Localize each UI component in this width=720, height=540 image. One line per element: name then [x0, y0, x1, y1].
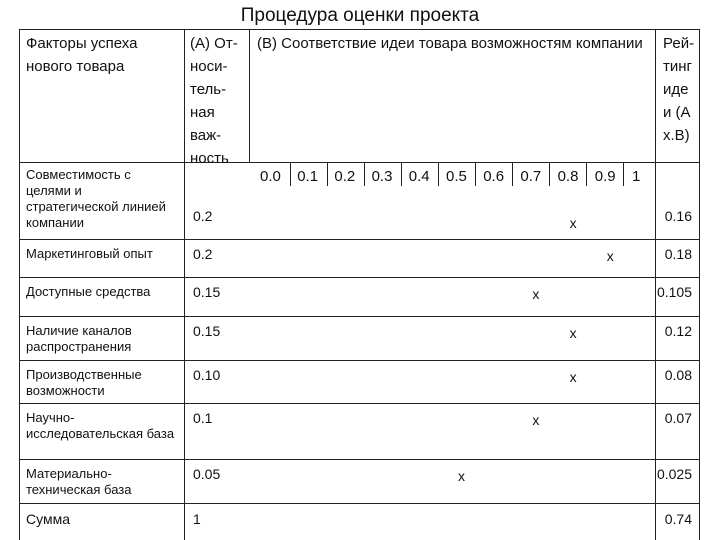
- factor-name: Совместимость с целями и стратегической линией компании: [26, 167, 166, 230]
- fit-mark: x: [532, 286, 540, 302]
- factor-name: Наличие каналов распространения: [26, 323, 132, 354]
- rating-value: 0.07: [664, 410, 692, 426]
- header-fit: (B) Соответствие идеи товара возможностям компании: [257, 35, 643, 52]
- fit-mark: x: [569, 325, 577, 341]
- importance-value: 0.15: [193, 284, 221, 300]
- fit-mark: x: [532, 412, 540, 428]
- header-rating: Рей-тинг иде и (А х.В): [663, 35, 695, 144]
- rating-value: 0.025: [656, 466, 692, 482]
- scale-tick-label: 0.7: [520, 168, 542, 185]
- scale-tick-label: 0.4: [408, 168, 430, 185]
- rating-value: 0.12: [664, 323, 692, 339]
- importance-value: 0.15: [193, 323, 221, 339]
- header-factors: Факторы успеха нового товара: [26, 35, 138, 75]
- importance-value: 0.1: [193, 410, 213, 426]
- rating-value: 0.18: [664, 246, 692, 262]
- rating-value: 0.08: [664, 367, 692, 383]
- importance-value: 0.2: [193, 246, 213, 262]
- factor-name: Доступные средства: [26, 284, 151, 299]
- scale-tick-label: 0.9: [594, 168, 616, 185]
- importance-value: 0.10: [193, 367, 221, 383]
- header-importance: (A) От-носи-тель-ная важ-ность: [190, 35, 238, 167]
- scale-tick-label: 0.6: [483, 168, 505, 185]
- scale-tick-label: 0.5: [446, 168, 467, 185]
- fit-mark: x: [606, 248, 614, 264]
- scale-tick-label: 1: [632, 168, 641, 185]
- scale-tick-label: 0.1: [297, 168, 319, 185]
- importance-value: 0.2: [193, 208, 213, 224]
- total-importance: 1: [193, 511, 201, 527]
- factor-name: Маркетинговый опыт: [26, 246, 153, 261]
- fit-mark: x: [569, 369, 577, 385]
- page-title: Процедура оценки проекта: [240, 5, 480, 26]
- rating-value: 0.105: [656, 284, 692, 300]
- total-label: Сумма: [26, 511, 70, 527]
- factor-name: Материально-техническая база: [26, 466, 132, 497]
- scale-tick-label: 0.0: [260, 168, 281, 185]
- importance-value: 0.05: [193, 466, 221, 482]
- factor-name: Производственные возможности: [26, 367, 142, 398]
- scale-tick-label: 0.3: [371, 168, 393, 185]
- scale-tick-label: 0.2: [334, 168, 356, 185]
- fit-mark: x: [569, 215, 577, 231]
- total-rating: 0.74: [664, 511, 692, 527]
- rating-value: 0.16: [664, 208, 692, 224]
- factor-name: Научно-исследовательская база: [26, 410, 175, 441]
- fit-mark: x: [458, 468, 465, 484]
- scale-tick-label: 0.8: [557, 168, 579, 185]
